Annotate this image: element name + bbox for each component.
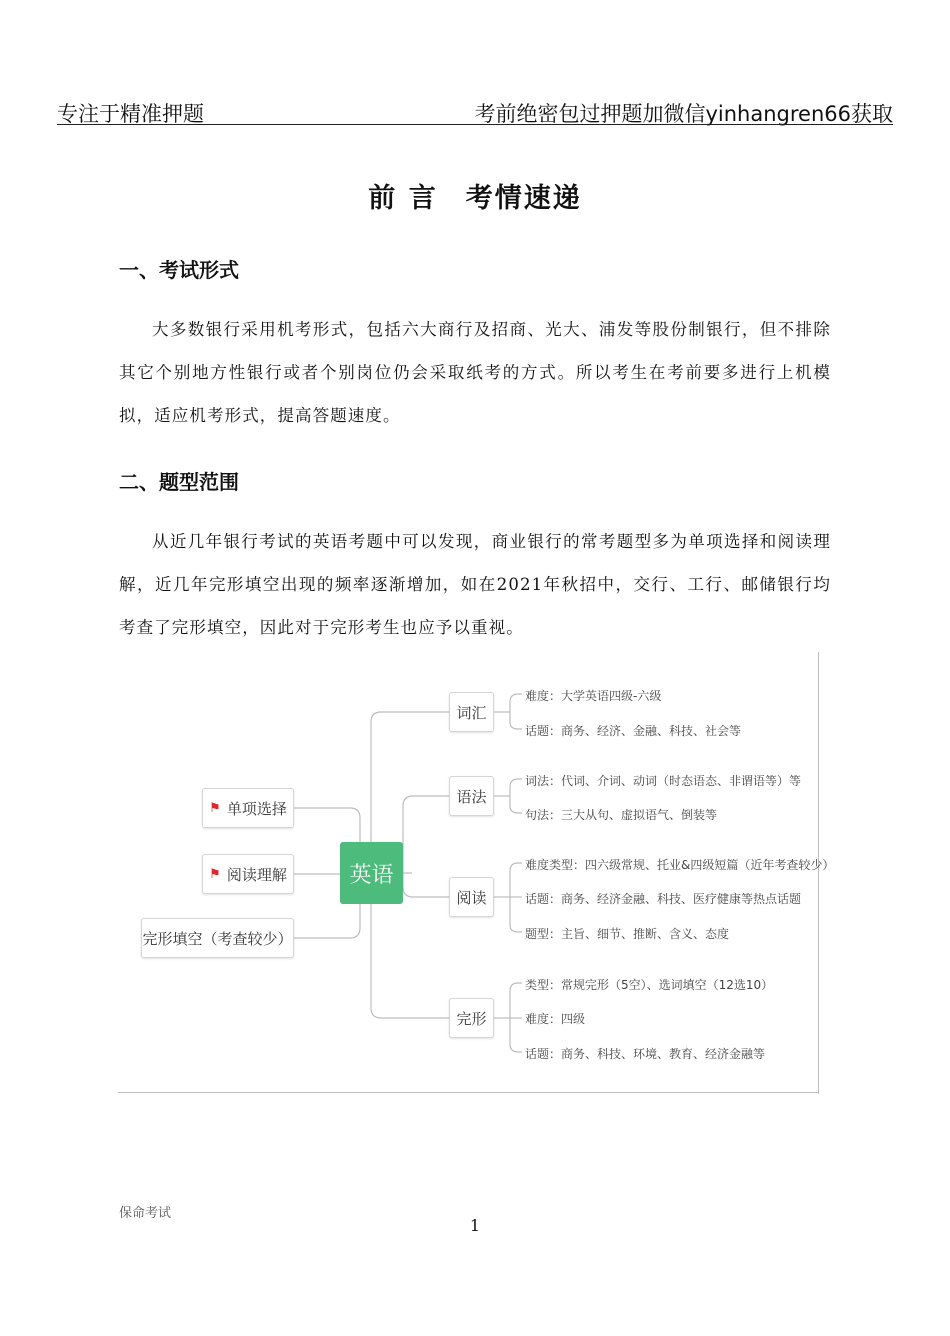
mindmap-leaf: 类型：常规完形（5空）、选词填空（12选10） [525, 978, 774, 992]
mindmap-leaf: 题型：主旨、细节、推断、含义、态度 [525, 927, 730, 941]
header-right-text: 考前绝密包过押题加微信yinhangren66获取 [474, 102, 893, 126]
mindmap-node-cloze [141, 918, 294, 958]
mindmap-node-grammar: 语法 [449, 776, 494, 816]
title-part-2: 考情速递 [465, 183, 582, 214]
red-flag-icon: ⚑ [209, 800, 221, 816]
footer-clipped-text: 保命考试 [119, 1206, 172, 1221]
section-heading-exam-format: 一、考试形式 [119, 258, 239, 282]
mindmap-node-label: 单项选择 [226, 799, 287, 818]
red-flag-icon: ⚑ [209, 866, 221, 882]
mindmap-node-reading-comprehension [202, 854, 294, 894]
section-heading-question-range: 二、题型范围 [119, 470, 239, 494]
section-paragraph-question-range: 从近几年银行考试的英语考题中可以发现，商业银行的常考题型多为单项选择和阅读理解，近几年完形填空出现的频率逐渐增加，如在2021年秋招中，交行、工行、邮储银行均考查了完形填空，因此对于完形考生也应予以重视。 [119, 532, 831, 637]
mindmap-leaf: 难度：大学英语四级-六级 [525, 689, 662, 703]
mindmap-leaf: 话题：商务、经济金融、科技、医疗健康等热点话题 [525, 892, 802, 906]
mindmap-node-label: 完形填空（考查较少） [142, 929, 293, 948]
title-part-1: 前 言 [368, 183, 438, 214]
mindmap-node-vocabulary: 词汇 [449, 692, 494, 732]
mindmap-leaf: 话题：商务、经济、金融、科技、社会等 [525, 724, 742, 738]
section-paragraph-exam-format: 大多数银行采用机考形式，包括六大商行及招商、光大、浦发等股份制银行，但不排除其它个别地方性银行或者个别岗位仍会采取纸考的方式。所以考生在考前要多进行上机模拟，适应机考形式，提高答题速度。 [119, 320, 831, 425]
page-number: 1 [469, 1216, 481, 1235]
mindmap-leaf: 句法：三大从句、虚拟语气、倒装等 [525, 808, 718, 822]
header-rule [57, 124, 893, 125]
header-left-text: 专注于精准押题 [57, 102, 204, 126]
page-title [0, 176, 950, 215]
mindmap-node-cloze-test: 完形 [449, 998, 494, 1038]
mindmap-node-label: 阅读理解 [226, 865, 287, 884]
mindmap-node-reading: 阅读 [449, 877, 494, 917]
mindmap-leaf: 难度：四级 [525, 1012, 586, 1026]
mindmap-leaf: 词法：代词、介词、动词（时态语态、非谓语等）等 [525, 774, 802, 788]
mindmap-leaf: 难度类型：四六级常规、托业&四级短篇（近年考查较少） [525, 858, 835, 872]
mindmap-root-english: 英语 [340, 842, 403, 904]
mindmap-leaf: 话题：商务、科技、环境、教育、经济金融等 [525, 1047, 766, 1061]
mindmap-node-single-choice [202, 788, 294, 828]
